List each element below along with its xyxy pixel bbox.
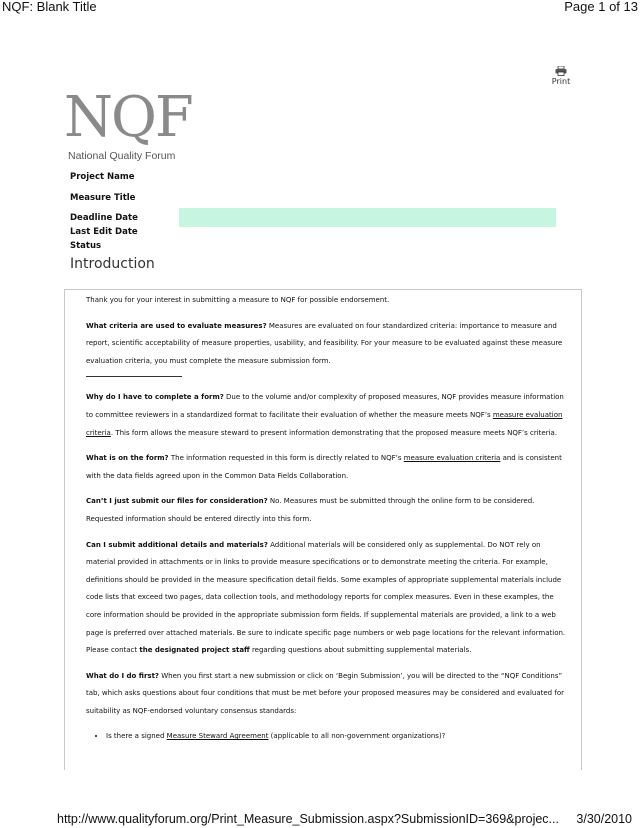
faq-why-form xyxy=(86,389,570,442)
faq-additional-materials xyxy=(86,537,570,660)
page-url: http://www.qualityforum.org/Print_Measure_Submission.aspx?SubmissionID=369&projec... xyxy=(57,812,559,826)
measure-title-label: Measure Title xyxy=(70,193,136,203)
divider xyxy=(86,376,182,377)
faq-answer: and is consistent with the data fields agreed upon in the Common Data Fields Collaboration. xyxy=(86,454,562,480)
measure-steward-agreement-link[interactable]: Measure Steward Agreement xyxy=(166,732,269,741)
page-header-title: NQF: Blank Title xyxy=(2,0,97,14)
browser-print-header xyxy=(0,0,640,18)
status-label: Status xyxy=(70,241,102,251)
faq-first-steps xyxy=(86,668,570,721)
intro-content xyxy=(86,292,570,746)
last-edit-date-label: Last Edit Date xyxy=(70,227,138,237)
measure-evaluation-criteria-link[interactable]: measure evaluation criteria xyxy=(403,454,501,463)
page-number: Page 1 of 13 xyxy=(564,0,638,14)
deadline-date-label: Deadline Date xyxy=(70,213,138,223)
section-title: Introduction xyxy=(70,256,155,272)
logo-mark: NQF xyxy=(64,85,192,150)
measure-evaluation-criteria-link[interactable]: measure evaluation criteria xyxy=(86,410,563,437)
faq-question: Can’t I just submit our files for consideration? xyxy=(86,497,268,506)
printer-icon xyxy=(555,66,567,76)
faq-submit-files xyxy=(86,493,570,528)
faq-form-contents xyxy=(86,450,570,485)
faq-question: What is on the form? xyxy=(86,454,169,463)
faq-criteria xyxy=(86,318,570,371)
faq-answer: The information requested in this form is directly related to NQF’s xyxy=(168,454,404,463)
project-name-label: Project Name xyxy=(70,172,135,182)
print-date: 3/30/2010 xyxy=(576,812,632,826)
faq-answer: Measures are evaluated on four standardized criteria: importance to measure and report, scientific acceptability of measure properties, usability, and feasibility. For your measure to be evaluated against these measure evaluation criteria, you must complete the measure submission form. xyxy=(86,321,563,365)
intro-paragraph: Thank you for your interest in submitting a measure to NQF for possible endorsement. xyxy=(86,296,390,304)
list-item-text: Is there a signed xyxy=(106,732,167,741)
faq-question: Can I submit additional details and materials? xyxy=(86,540,268,549)
faq-answer: Additional materials will be considered only as supplemental. Do NOT rely on material provided in attachments or in links to provide measure specifications or to demonstrate meeting the criteria. For example, definitions should be provided in the measure specification detail fields. Some examples of appropriate supplemental materials include code lists that exceed two pages, data collection tools, and methodology reports for complex measures. Even in these examples, the core information should be provided in the appropriate submission form fields. If supplemental materials are provided, a link to a web page is preferred over attached materials. Be sure to indicate specific page numbers or web page locations for the relevant information. Please contact xyxy=(86,540,566,655)
print-label: Print xyxy=(551,77,571,86)
faq-answer: Due to the volume and/or complexity of proposed measures, NQF provides measure information to committee reviewers in a standardized format to facilitate their evaluation of whether the measure meets NQF’s xyxy=(86,393,564,419)
conditions-list xyxy=(86,728,570,746)
logo-subtitle: National Quality Forum xyxy=(68,150,176,162)
faq-question: What do I do first? xyxy=(86,671,159,680)
faq-answer: . This form allows the measure steward to present information demonstrating that the proposed measure meets NQF’s criteria. xyxy=(110,428,558,437)
deadline-date-value xyxy=(179,208,556,227)
faq-answer: When you first start a new submission or click on ‘Begin Submission’, you will be directed to the “NQF Conditions” tab, which asks questions about four conditions that must be met before your proposed measures may be considered and evaluated for suitability as NQF-endorsed voluntary consensus standards: xyxy=(86,671,564,715)
nqf-logo xyxy=(64,85,192,162)
faq-question: Why do I have to complete a form? xyxy=(86,393,224,402)
faq-answer: No. Measures must be submitted through the online form to be considered. Requested information should be entered directly into this form. xyxy=(86,497,535,523)
print-button[interactable] xyxy=(548,66,574,86)
list-item xyxy=(106,728,570,746)
faq-question: What criteria are used to evaluate measures? xyxy=(86,321,267,330)
project-staff-text: the designated project staff xyxy=(139,646,250,655)
list-item-text: (applicable to all non-government organizations)? xyxy=(268,732,446,741)
faq-answer: regarding questions about submitting supplemental materials. xyxy=(249,646,472,655)
